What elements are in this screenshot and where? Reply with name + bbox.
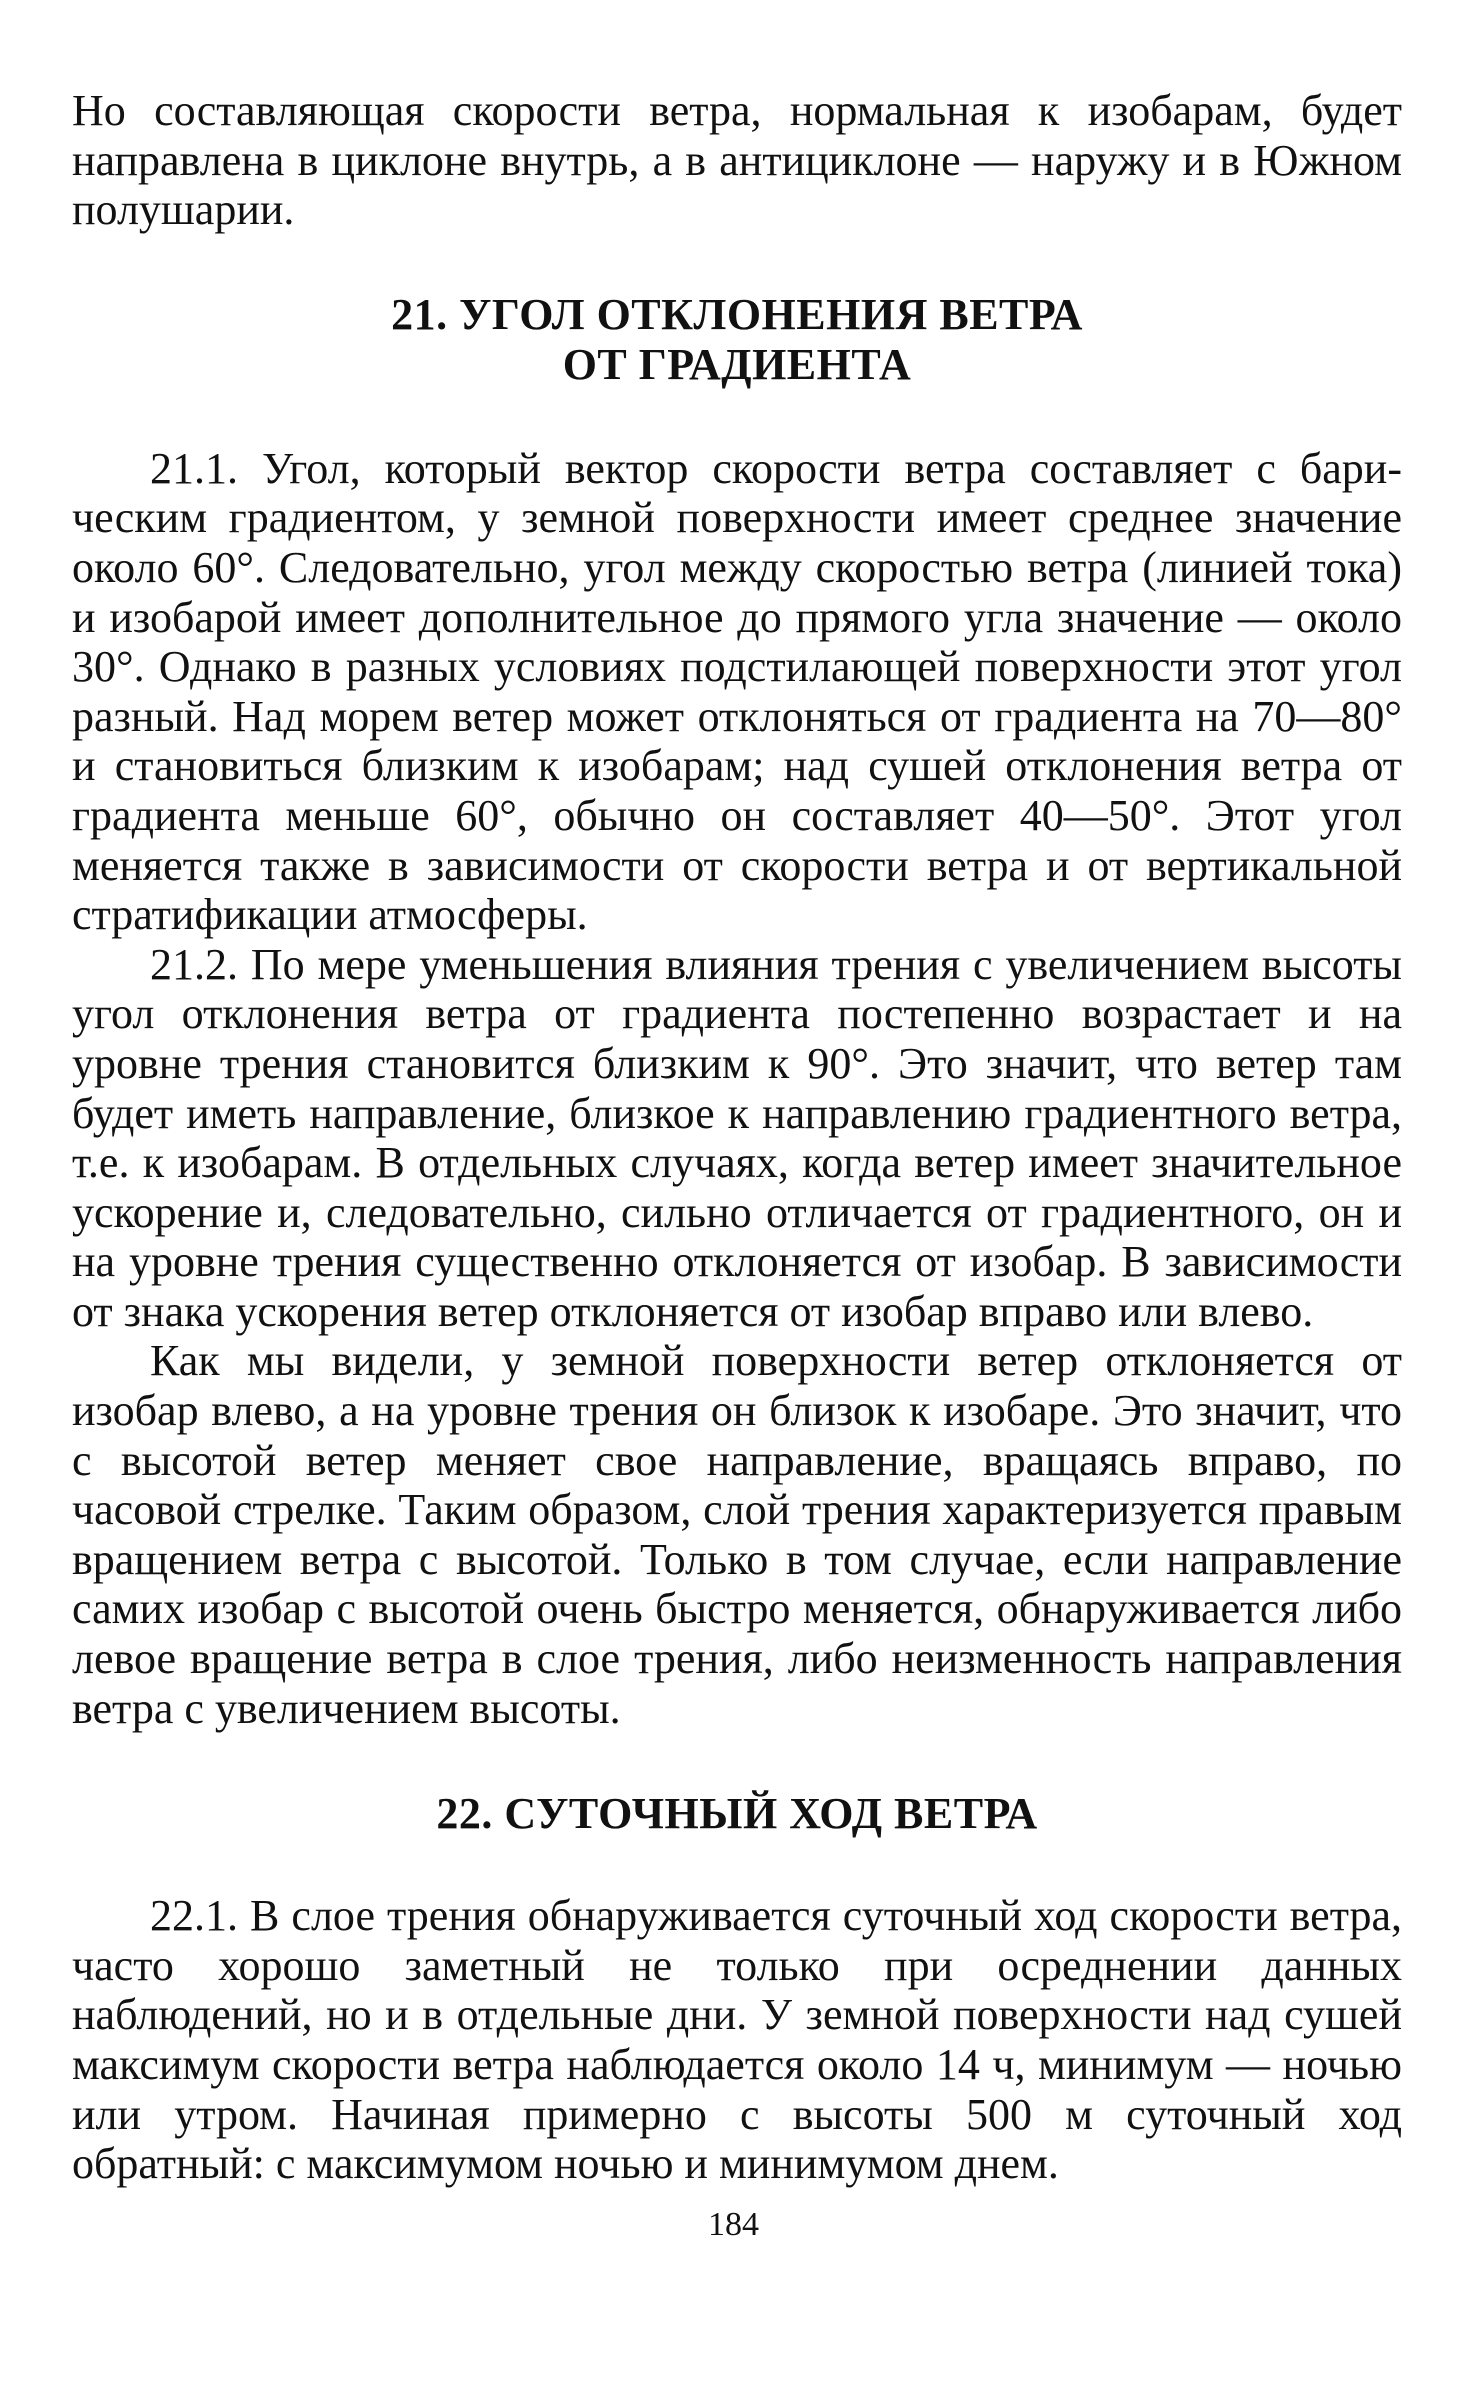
paragraph-21-2: 21.2. По мере уменьшения влияния трения с увеличением высоты угол отклонения ветра от градиента постепенно возрастает и на уровне трения становится близким к 90°. Это значит, что ветер там будет иметь направление, близкое к направлению градиентного ветра, т.е. к изобарам. В отдельных случаях, когда ветер имеет значительное ускорение и, следовательно, сильно отличается от градиентного, он и на уровне трения существенно отклоняется от изобар. В зависимости от знака ускорения ветер отклоняется от изобар вправо или влево. [72, 939, 1402, 1336]
section-21-title-line2: ОТ ГРАДИЕНТА [562, 339, 912, 389]
section-21-heading [72, 290, 1402, 390]
intro-paragraph: Но составляющая скорости ветра, нормальная к изобарам, будет направлена в циклоне внутрь, а в антициклоне — наружу и в Южном полушарии. [72, 86, 1402, 235]
page-number: 184 [708, 2206, 759, 2243]
paragraph-21-3: Как мы видели, у земной поверхности ветер отклоняется от изобар влево, а на уровне трения он близок к изобаре. Это значит, что с высотой ветер меняет свое направление, вращаясь вправо, по часовой стрелке. Таким образом, слой трения характеризуется правым вращением ветра с высотой. Только в том случае, если направление самих изобар с высотой очень быстро меняется, обнаруживается либо левое вращение ветра в слое трения, либо неизменность направления ветра с увеличением высоты. [72, 1336, 1402, 1733]
book-page [72, 86, 1402, 2189]
paragraph-22-1: 22.1. В слое трения обнаруживается суточный ход скорости ветра, часто хорошо заметный не только при осреднении данных наблюдений, но и в отдельные дни. У земной поверхности над сушей максимум скорости ветра наблюдается около 14 ч, минимум — ночью или утром. Начиная примерно с высоты 500 м суточный ход обратный: с максимумом ночью и минимумом днем. [72, 1891, 1402, 2189]
section-21-title-line1: 21. УГОЛ ОТКЛОНЕНИЯ ВЕТРА [391, 289, 1083, 339]
section-22-heading: 22. СУТОЧНЫЙ ХОД ВЕТРА [436, 1789, 1038, 1839]
paragraph-21-1: 21.1. Угол, который вектор скорости ветра составляет с барическим градиентом, у земной поверхности имеет среднее значение около 60°. Следовательно, угол между скоростью ветра (линией тока) и изобарой имеет дополнительное до прямого угла значение — около 30°. Однако в разных условиях подстилающей поверхности этот угол разный. Над морем ветер может отклоняться от градиента на 70—80° и становиться близким к изобарам; над сушей отклонения ветра от градиента меньше 60°, обычно он составляет 40—50°. Этот угол меняется также в зависимости от скорости ветра и от вертикальной стратификации атмосферы. [72, 443, 1402, 940]
